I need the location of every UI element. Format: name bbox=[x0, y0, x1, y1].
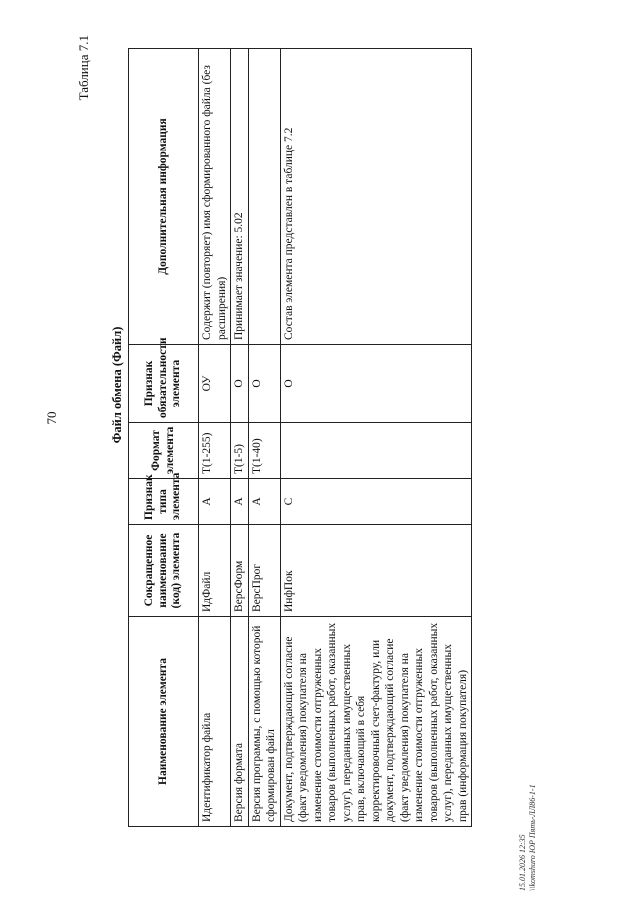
table-row bbox=[231, 49, 249, 827]
stamp-path: \\komshuro ЮР Пять-ЛЛ86-1-1 bbox=[528, 784, 537, 891]
stamp-date: 15.01.2026 12:35 bbox=[518, 834, 527, 891]
cell-type: А bbox=[231, 479, 249, 525]
cell-required: О bbox=[248, 345, 280, 423]
cell-info: Содержит (повторяет) имя сформированного файла (без расширения) bbox=[199, 49, 231, 345]
page-number: 70 bbox=[44, 411, 59, 425]
cell-type: С bbox=[280, 479, 472, 525]
header-required: Признак обязательности элемента bbox=[129, 345, 199, 423]
cell-format: Т(1-255) bbox=[199, 423, 231, 479]
header-type: Признак типа элемента bbox=[129, 479, 199, 525]
cell-info: Принимает значение: 5.02 bbox=[231, 49, 249, 345]
table-row bbox=[280, 49, 472, 827]
cell-short: ВерсФорм bbox=[231, 525, 249, 617]
header-info: Дополнительная информация bbox=[129, 49, 199, 345]
table-row bbox=[199, 49, 231, 827]
cell-format: Т(1-5) bbox=[231, 423, 249, 479]
header-short: Сокращенное наименование (код) элемента bbox=[129, 525, 199, 617]
cell-name: Версия формата bbox=[231, 617, 249, 827]
header-name: Наименование элемента bbox=[129, 617, 199, 827]
cell-name: Документ, подтверждающий согласие (факт уведомления) покупателя на изменение стоимости отгруженных товаров (выполненных работ, оказанных услуг), переданных имущественных прав, включающий в себя корректировочный счет-фактуру, или документ, подтверждающий согласие (факт уведомления) покупателя на изменение стоимости отгруженных товаров (выполненных работ, оказанных услуг), переданных имущественных прав (информация покупателя) bbox=[280, 617, 472, 827]
cell-short: ИдФайл bbox=[199, 525, 231, 617]
table-header-row bbox=[129, 49, 199, 827]
cell-type: А bbox=[248, 479, 280, 525]
print-stamp bbox=[518, 691, 538, 891]
cell-type: А bbox=[199, 479, 231, 525]
cell-short: ВерсПрог bbox=[248, 525, 280, 617]
cell-format: Т(1-40) bbox=[248, 423, 280, 479]
table-label: Таблица 7.1 bbox=[76, 35, 91, 101]
cell-info: Состав элемента представлен в таблице 7.2 bbox=[280, 49, 472, 345]
cell-required: ОУ bbox=[199, 345, 231, 423]
cell-name: Идентификатор файла bbox=[199, 617, 231, 827]
cell-short: ИнфПок bbox=[280, 525, 472, 617]
header-format: Формат элемента bbox=[129, 423, 199, 479]
table-row bbox=[248, 49, 280, 827]
table-title: Файл обмена (Файл) bbox=[110, 326, 124, 444]
cell-required: О bbox=[231, 345, 249, 423]
cell-info bbox=[248, 49, 280, 345]
exchange-file-table bbox=[128, 48, 472, 827]
cell-format bbox=[280, 423, 472, 479]
cell-required: О bbox=[280, 345, 472, 423]
cell-name: Версия программы, с помощью которой сформирован файл bbox=[248, 617, 280, 827]
